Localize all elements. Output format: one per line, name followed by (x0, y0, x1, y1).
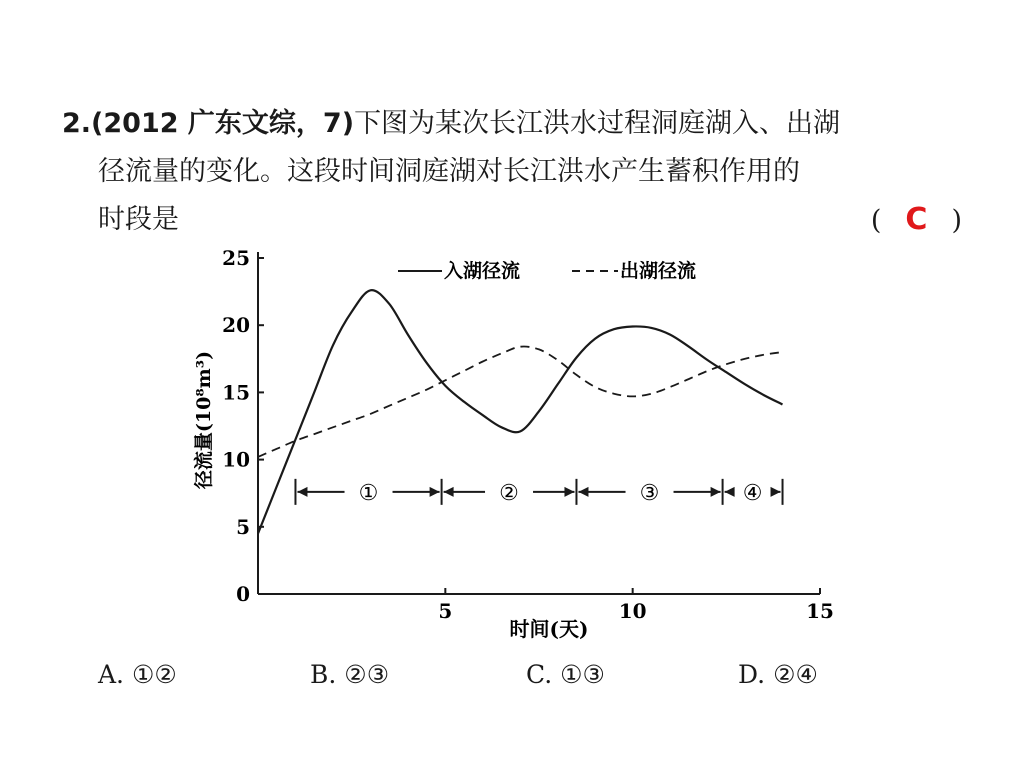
question-source: (2012 广东文综，7) (91, 108, 355, 139)
chart-series (258, 290, 783, 533)
x-tick-label: 5 (438, 599, 453, 623)
option-text: ②③ (344, 660, 390, 689)
option-letter: D. (738, 660, 766, 689)
x-axis-label: 时间(天) (509, 617, 589, 641)
option-text: ①③ (560, 660, 605, 689)
option-d[interactable] (738, 660, 818, 689)
x-tick-label: 10 (618, 599, 647, 623)
period-arrowhead-left (297, 487, 307, 497)
y-tick-label: 15 (222, 380, 250, 405)
runoff-chart (180, 240, 850, 650)
answer-options (98, 660, 898, 700)
inflow-series-line (258, 290, 783, 533)
option-text: ①② (131, 660, 177, 689)
y-tick-label: 25 (222, 246, 250, 270)
option-c[interactable] (526, 660, 605, 689)
answer-slot (871, 196, 962, 245)
period-label: ④ (742, 480, 763, 506)
chart-axes (258, 252, 820, 594)
chart-legend (398, 259, 696, 282)
period-arrowhead-left (578, 487, 588, 497)
option-letter: A. (98, 660, 125, 689)
period-arrowhead-right (430, 487, 440, 497)
period-arrowhead-right (564, 487, 574, 497)
option-a[interactable] (98, 660, 177, 689)
legend-outflow-label: 出湖径流 (620, 260, 697, 282)
option-letter: C. (526, 660, 553, 689)
period-label: ② (499, 480, 519, 506)
y-tick-label: 10 (222, 447, 250, 472)
period-label: ① (358, 480, 379, 506)
question-line-3 (62, 196, 972, 244)
question-number: 2. (62, 108, 92, 139)
question-text-1: 下图为某次长江洪水过程洞庭湖入、出湖 (354, 108, 841, 139)
question-block (62, 100, 972, 244)
period-arrowhead-right (711, 487, 721, 497)
question-line-1 (62, 100, 972, 148)
period-arrowhead-right (771, 487, 781, 497)
chart-periods (295, 479, 782, 506)
option-b[interactable] (310, 660, 389, 689)
question-text-3: 时段是 (98, 204, 179, 235)
answer-paren-open: ( (870, 205, 882, 236)
y-tick-label: 20 (222, 313, 250, 338)
y-tick-label: 5 (236, 514, 250, 539)
y-tick-label: 0 (236, 582, 250, 606)
question-text-2: 径流量的变化。这段时间洞庭湖对长江洪水产生蓄积作用的 (98, 156, 800, 187)
period-arrowhead-left (444, 487, 454, 497)
outflow-series-line (258, 347, 783, 457)
y-axis-label: 径流量(10⁸m³) (193, 350, 215, 490)
period-arrowhead-left (725, 487, 735, 497)
answer-value: C (905, 202, 928, 237)
legend-inflow-label: 入湖径流 (444, 260, 521, 282)
option-text: ②④ (773, 660, 818, 689)
x-tick-label: 15 (806, 599, 834, 623)
period-label: ③ (639, 480, 660, 506)
question-line-2 (62, 148, 972, 196)
answer-paren-close: ) (951, 205, 962, 236)
option-letter: B. (310, 660, 337, 689)
